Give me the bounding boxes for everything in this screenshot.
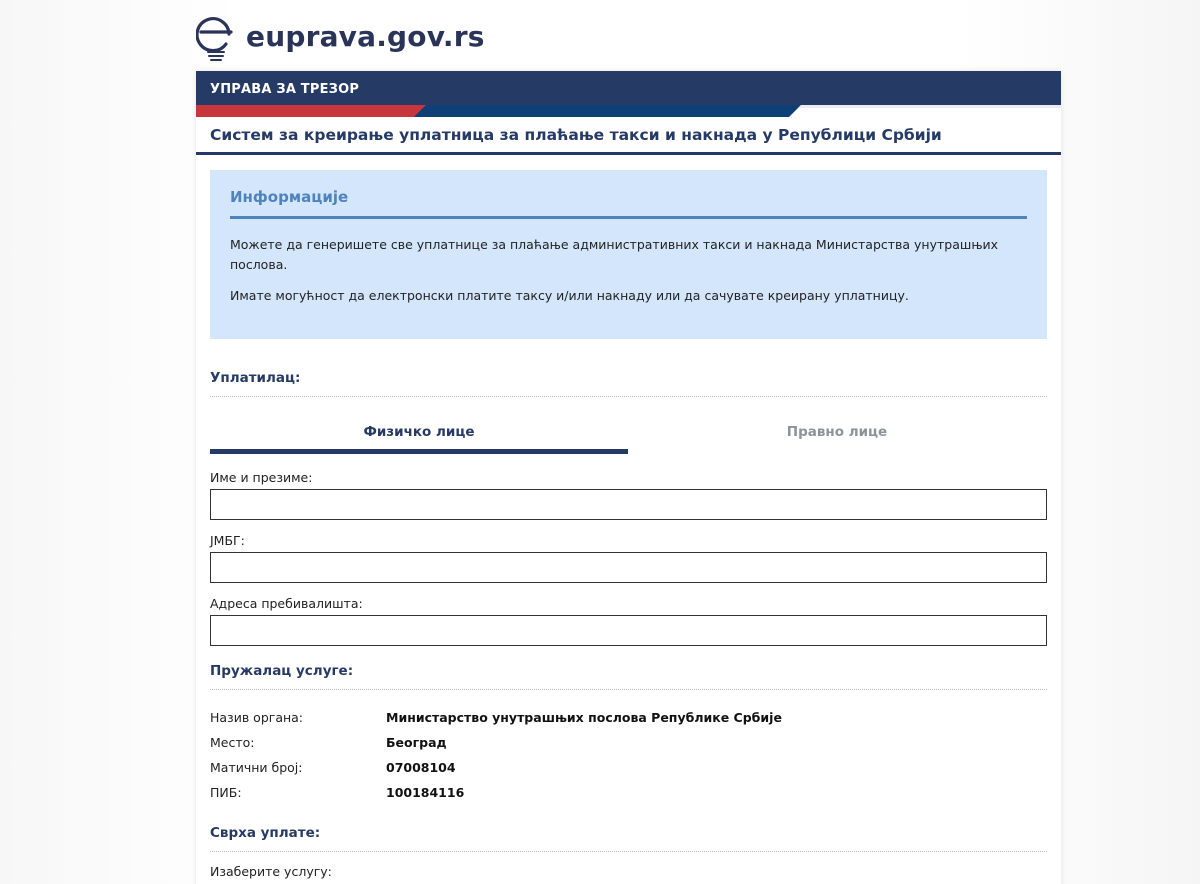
jmbg-label: ЈМБГ:	[210, 533, 245, 548]
info-title: Информације	[230, 188, 1027, 219]
provider-key: ПИБ:	[210, 785, 242, 800]
logo-text: euprava.gov.rs	[246, 19, 485, 53]
service-select-label: Изаберите услугу:	[210, 864, 332, 879]
provider-row	[210, 760, 1047, 785]
name-label: Име и презиме:	[210, 470, 313, 485]
tab-legal-entity[interactable]: Правно лице	[786, 424, 888, 440]
provider-section-label: Пружалац услуге:	[210, 663, 1047, 690]
provider-value: Министарство унутрашњих послова Републике Србије	[386, 710, 782, 725]
payer-section-label: Уплатилац:	[210, 370, 1047, 397]
provider-key: Назив органа:	[210, 710, 304, 725]
name-input[interactable]	[210, 489, 1047, 520]
provider-row	[210, 710, 1047, 735]
purpose-section-label: Сврха уплате:	[210, 825, 1047, 852]
provider-value: 07008104	[386, 760, 456, 775]
provider-key: Матични број:	[210, 760, 303, 775]
address-label: Адреса пребивалишта:	[210, 596, 363, 611]
payer-type-tabs	[210, 397, 1047, 457]
site-logo[interactable]	[196, 9, 485, 63]
provider-key: Место:	[210, 735, 255, 750]
info-panel	[210, 170, 1047, 339]
flag-stripe-decoration	[196, 105, 1061, 117]
jmbg-input[interactable]	[210, 552, 1047, 583]
provider-details	[196, 710, 1061, 810]
info-paragraph-2: Имате могућност да електронски платите таксу и/или накнаду или да сачувате креирану уплатницу.	[230, 288, 909, 303]
active-tab-indicator	[210, 449, 628, 454]
header-title: УПРАВА ЗА ТРЕЗОР	[210, 82, 360, 97]
provider-value: 100184116	[386, 785, 465, 800]
info-paragraph-1: Можете да генеришете све уплатнице за плаћање административних такси и накнада Министарства унутрашњих послова.	[230, 237, 999, 272]
provider-row	[210, 735, 1047, 760]
page-subtitle: Систем за креирање уплатница за плаћање такси и накнада у Републици Србији	[196, 117, 1061, 155]
provider-row	[210, 785, 1047, 810]
form-card	[196, 71, 1061, 884]
card-header	[196, 71, 1061, 117]
provider-value: Београд	[386, 735, 447, 750]
tab-individual[interactable]: Физичко лице	[363, 424, 475, 440]
address-input[interactable]	[210, 615, 1047, 646]
euprava-logo-icon	[196, 10, 236, 62]
